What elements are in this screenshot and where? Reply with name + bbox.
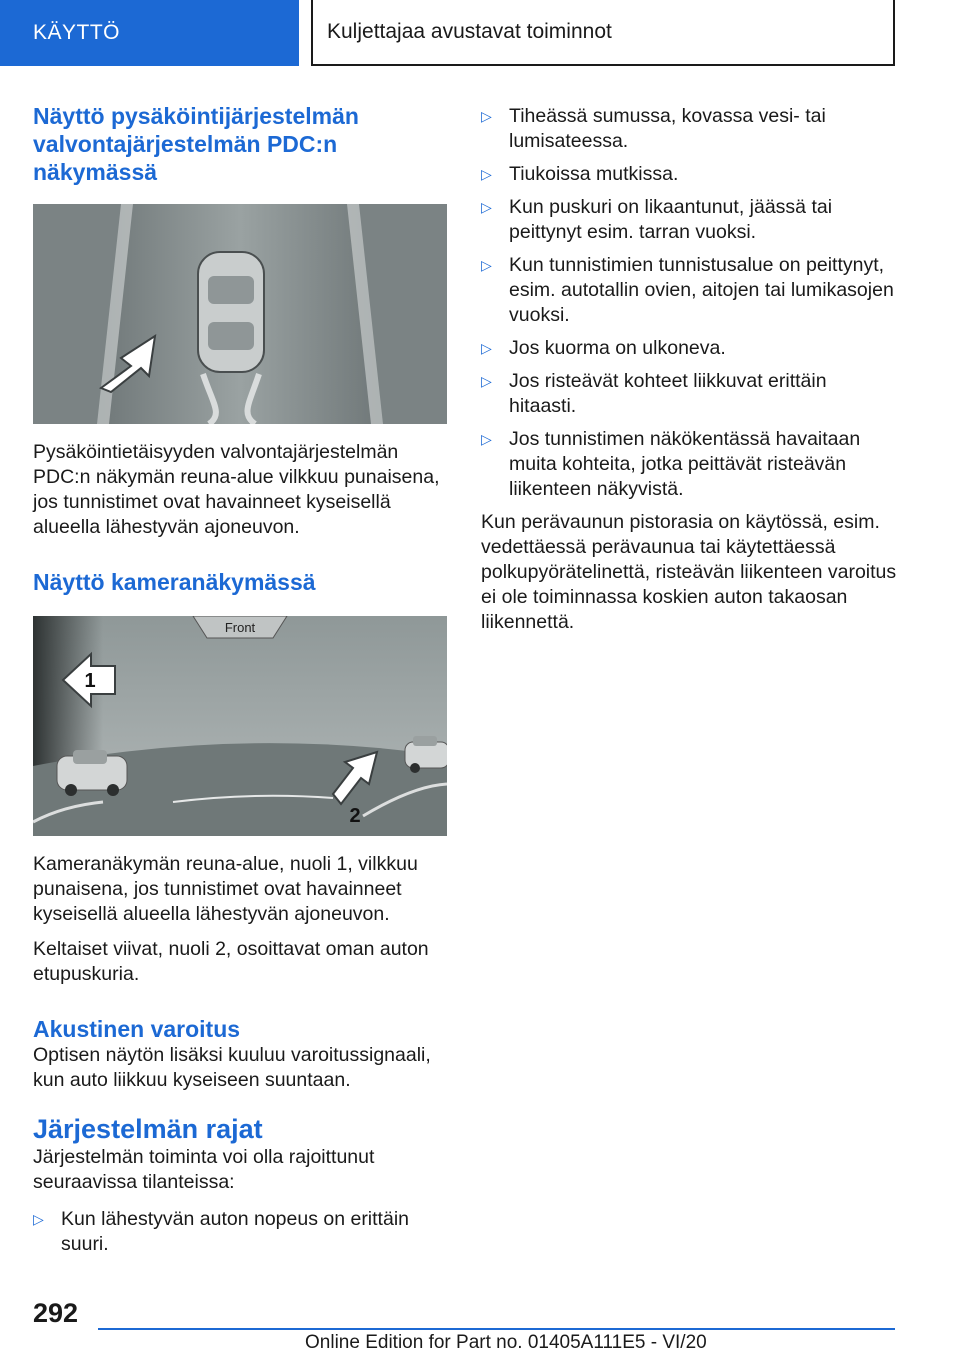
list-item: ▷ Kun tunnistimien tunnistusalue on peittynyt, esim. autotallin ovien, aitojen tai lumikasojen vuoksi. bbox=[481, 254, 894, 326]
trailer-note: Kun perävaunun pistorasia on käytössä, esim. vedettäessä perävaunua tai käytettäessä polkupyörätelinettä, risteävän liikenteen varoitus ei ole toiminnassa koskien auton takaosan liikennettä. bbox=[481, 511, 897, 633]
triangle-right-icon: ▷ bbox=[481, 340, 492, 356]
triangle-right-icon: ▷ bbox=[481, 166, 492, 182]
chapter-title: Kuljettajaa avustavat toiminnot bbox=[311, 0, 895, 66]
camera-view-illustration bbox=[33, 616, 447, 836]
edition-footer: Online Edition for Part no. 01405A111E5 - VI/20 bbox=[305, 1332, 707, 1353]
limits-heading: Järjestelmän rajat bbox=[33, 1114, 263, 1144]
list-item: ▷ Kun puskuri on likaantunut, jäässä tai peittynyt esim. tarran vuoksi. bbox=[481, 196, 833, 243]
triangle-right-icon: ▷ bbox=[481, 199, 492, 215]
page-number: 292 bbox=[33, 1298, 79, 1328]
triangle-right-icon: ▷ bbox=[481, 431, 492, 447]
left-column bbox=[33, 102, 449, 1265]
footer-divider bbox=[98, 1328, 895, 1330]
arrow-1-label: 1 bbox=[84, 670, 96, 692]
triangle-right-icon: ▷ bbox=[481, 373, 492, 389]
list-item: ▷ Tiheässä sumussa, kovassa vesi- tai lumisateessa. bbox=[481, 105, 826, 152]
list-item: ▷ Jos tunnistimen näkökentässä havaitaan muita kohteita, jotka peittävät risteävän liikenteen näkyvistä. bbox=[481, 428, 861, 500]
pdc-description: Pysäköintietäisyyden valvontajärjestelmän PDC:n näkymän reuna-alue vilkkuu punaisena, jos tunnistimet ovat havainneet kyseisellä alueella lähestyvän ajoneuvon. bbox=[33, 441, 440, 538]
triangle-right-icon: ▷ bbox=[481, 257, 492, 273]
list-item: ▷ Jos kuorma on ulkoneva. bbox=[481, 337, 726, 359]
arrow-2-label: 2 bbox=[349, 805, 361, 827]
acoustic-heading: Akustinen varoitus bbox=[33, 1016, 241, 1042]
triangle-right-icon: ▷ bbox=[33, 1211, 44, 1227]
triangle-right-icon: ▷ bbox=[481, 108, 492, 124]
limits-description: Järjestelmän toiminta voi olla rajoittunut seuraavissa tilanteissa: bbox=[33, 1146, 375, 1193]
limits-list bbox=[33, 1207, 449, 1257]
section-tab: KÄYTTÖ bbox=[0, 0, 299, 66]
list-item: ▷ Tiukoissa mutkissa. bbox=[481, 163, 679, 185]
acoustic-description: Optisen näytön lisäksi kuuluu varoitussignaali, kun auto liikkuu kyseiseen suuntaan. bbox=[33, 1044, 431, 1091]
front-label: Front bbox=[224, 620, 256, 635]
camera-description-1: Kameranäkymän reuna-alue, nuoli 1, vilkkuu punaisena, jos tunnistimet ovat havainneet kyseisellä alueella lähestyvän ajoneuvon. bbox=[33, 853, 418, 925]
camera-description-2: Keltaiset viivat, nuoli 2, osoittavat oman auton etupuskuria. bbox=[33, 938, 429, 985]
car-left-icon bbox=[57, 750, 127, 796]
camera-heading: Näyttö kameranäkymässä bbox=[33, 569, 316, 595]
limits-list-continued bbox=[481, 104, 897, 502]
list-item: ▷ Jos risteävät kohteet liikkuvat erittäin hitaasti. bbox=[481, 370, 827, 417]
right-column bbox=[481, 104, 897, 635]
pdc-view-illustration bbox=[33, 204, 447, 424]
list-item: ▷ Kun lähestyvän auton nopeus on erittäin suuri. bbox=[33, 1208, 410, 1255]
pdc-heading: Näyttö pysäköintijärjestelmän valvontajärjestelmän PDC:n näkymässä bbox=[33, 103, 359, 185]
